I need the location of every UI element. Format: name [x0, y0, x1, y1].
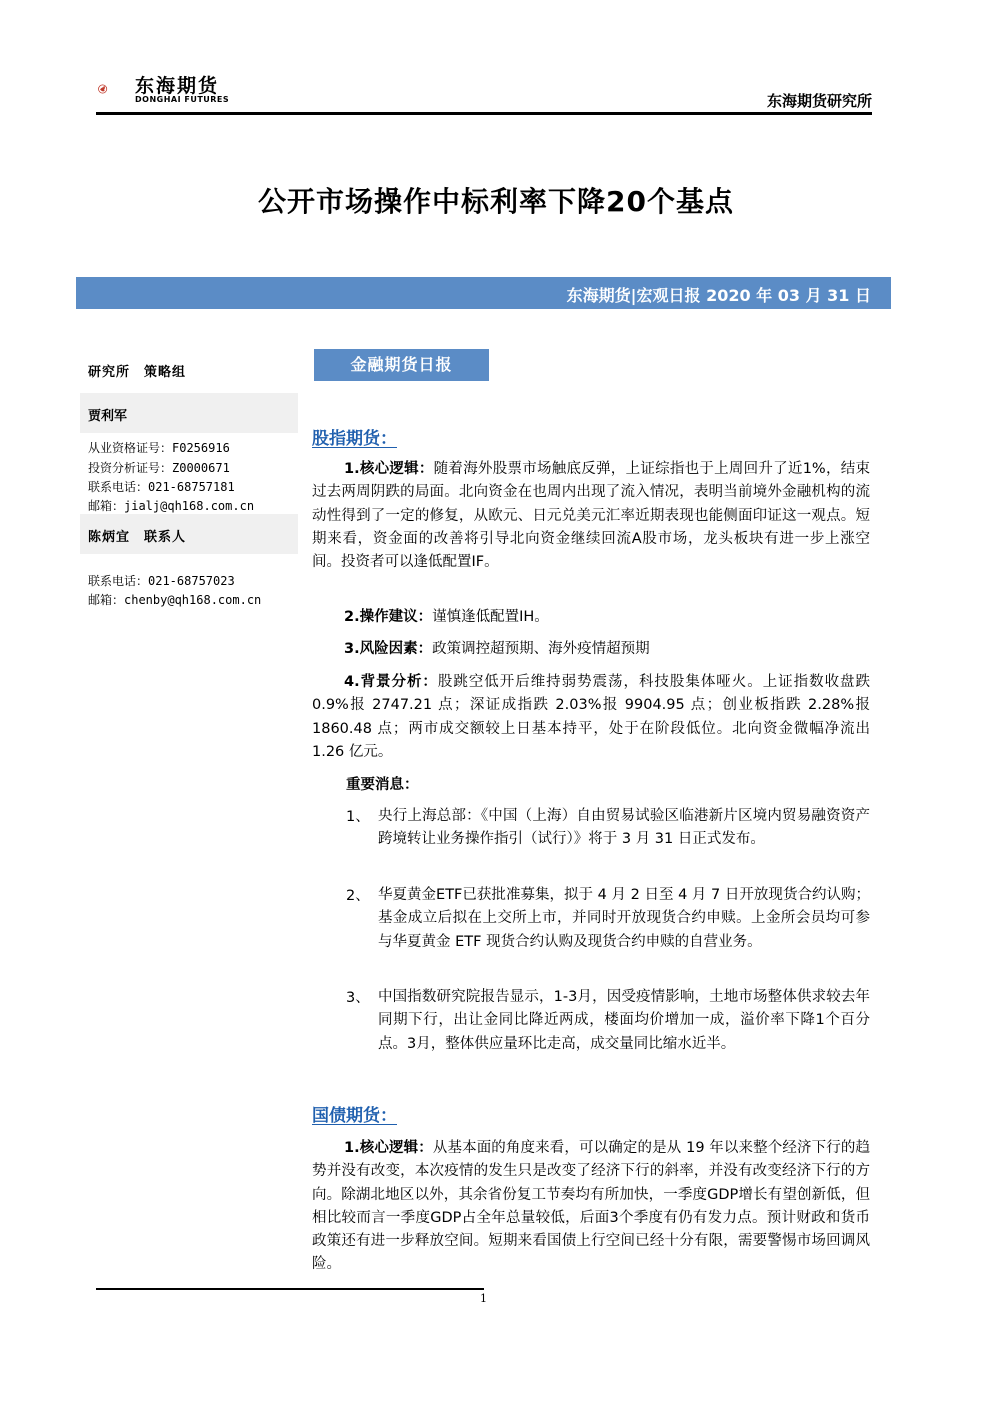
equity-risk-label: 3.风险因素： [344, 641, 433, 657]
logo-english-text: DONGHAI FUTURES [135, 95, 230, 104]
analyst1-email: 邮箱：jialj@qh168.com.cn [88, 499, 255, 513]
news-number: 2、 [346, 888, 370, 904]
news-item: 华夏黄金ETF已获批准募集，拟于 4 月 2 日至 4 月 7 日开放现货合约认购；基金成立后拟在上交所上市，并同时开放现货合约申赎。上金所会员均可参与华夏黄金 ETF 现货合约认购及现货合约申赎的自营业务。 [378, 887, 870, 950]
header-divider [96, 112, 872, 115]
banner-text: 东海期货|宏观日报 2020 年 03 月 31 日 [566, 286, 871, 305]
news-item: 中国指数研究院报告显示，1-3月，因受疫情影响，土地市场整体供求较去年同期下行，出让金同比降近两成，楼面均价增加一成，溢价率下降1个百分点。3月，整体供应量环比走高，成交量同比缩水近半。 [378, 989, 870, 1052]
bond-core-logic-text: 从基本面的角度来看，可以确定的是从 19 年以来整个经济下行的趋势并没有改变，本次疫情的发生只是改变了经济下行的斜率，并没有改变经济下行的方向。除湖北地区以外，其余省份复工节奏均有所加快，一季度GDP增长有望创新低，但相比较而言一季度GDP占全年总量较低，后面3个季度有仍有发力点。预计财政和货币政策还有进一步释放空间。短期来看国债上行空间已经十分有限，需要警惕市场回调风险。 [312, 1140, 870, 1273]
equity-operation [312, 606, 870, 629]
analyst1-name: 贾利军 [88, 409, 128, 424]
analyst2-name: 陈炳宜 联系人 [88, 530, 187, 545]
equity-core-logic [312, 458, 870, 574]
equity-background [312, 671, 870, 764]
page-number: 1 [480, 1292, 487, 1305]
analyst1-line: 联系电话：021-68757181 [88, 480, 235, 494]
logo-chinese-text: 东海期货 [135, 75, 220, 97]
bond-core-logic [312, 1137, 870, 1277]
section-tag: 金融期货日报 [314, 349, 489, 381]
donghai-logo-icon [98, 70, 134, 108]
news-heading: 重要消息： [346, 777, 419, 793]
institute-name: 东海期货研究所 [766, 92, 872, 110]
equity-core-logic-text: 随着海外股票市场触底反弹，上证综指也于上周回升了近1%，结束过去两周阴跌的局面。北向资金在也周内出现了流入情况，表明当前境外金融机构的流动性得到了一定的修复，从欧元、日元兑美元汇率近期表现也能侧面印证这一观点。短期来看，资金面的改善将引导北向资金继续回流A股市场，龙头板块有进一步上涨空间。投资者可以逢低配置IF。 [312, 461, 870, 571]
news-number: 1、 [346, 809, 370, 825]
footer-divider [96, 1288, 484, 1290]
sidebar-group: 研究所 策略组 [88, 365, 187, 380]
bond-core-logic-label: 1.核心逻辑： [344, 1140, 433, 1156]
equity-background-text: 股跳空低开后维持弱势震荡，科技股集体哑火。上证指数收盘跌 0.9%报 2747.21 点；深证成指跌 2.03%报 9904.95 点；创业板指跌 2.28%报 1860.48 点；两市成交额较上日基本持平，处于在阶段低位。北向资金微幅净流出 1.26 亿元。 [312, 674, 870, 760]
equity-risk [312, 638, 870, 661]
analyst2-email: 邮箱：chenby@qh168.com.cn [88, 593, 262, 607]
bond-heading: 国债期货： [312, 1106, 397, 1126]
news-item: 央行上海总部：《中国（上海）自由贸易试验区临港新片区境内贸易融资资产跨境转让业务操作指引（试行）》将于 3 月 31 日正式发布。 [378, 808, 870, 848]
equity-background-label: 4.背景分析： [344, 674, 438, 690]
analyst1-line: 投资分析证号：Z0000671 [88, 461, 230, 475]
equity-operation-label: 2.操作建议： [344, 609, 433, 625]
news-number: 3、 [346, 990, 370, 1006]
equity-core-logic-label: 1.核心逻辑： [344, 461, 434, 477]
analyst2-line: 联系电话：021-68757023 [88, 574, 235, 588]
equity-heading: 股指期货： [312, 429, 397, 449]
equity-risk-text: 政策调控超预期、海外疫情超预期 [432, 641, 650, 657]
report-title: 公开市场操作中标利率下降20个基点 [258, 185, 734, 218]
analyst1-line: 从业资格证号：F0256916 [88, 441, 230, 455]
report-banner [76, 277, 891, 309]
equity-operation-text: 谨慎逢低配置IH。 [432, 609, 549, 625]
